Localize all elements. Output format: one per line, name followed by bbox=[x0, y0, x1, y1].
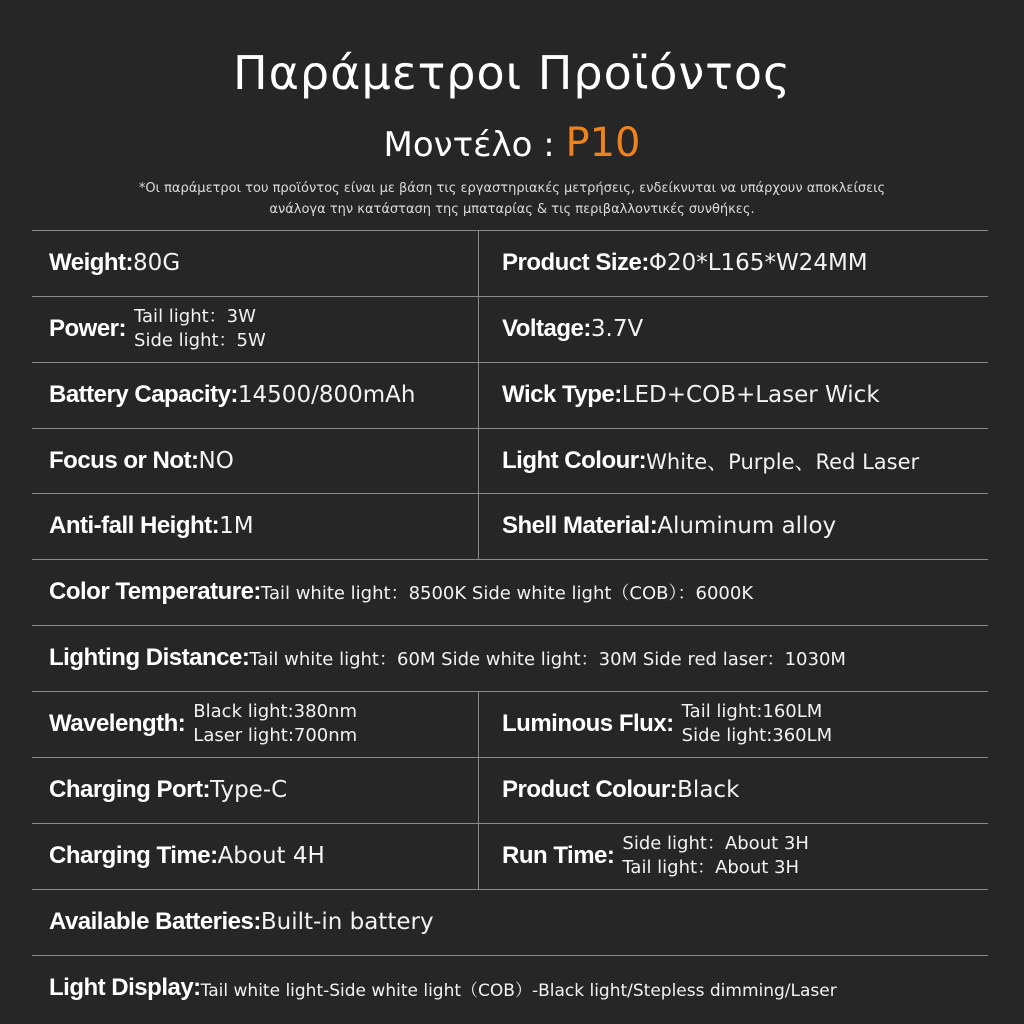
spec-wavelength bbox=[49, 691, 357, 757]
spec-charging-port bbox=[49, 757, 287, 823]
spec-label: Light Display: bbox=[49, 974, 201, 1001]
spec-value: 1M bbox=[219, 513, 254, 539]
spec-row bbox=[32, 691, 1024, 757]
spec-label: Anti-fall Height: bbox=[49, 512, 220, 539]
spec-product-colour bbox=[502, 757, 739, 823]
spec-value: Type-C bbox=[210, 777, 288, 803]
spec-wick-type bbox=[502, 362, 880, 428]
model-line bbox=[0, 120, 1024, 166]
spec-row bbox=[32, 823, 1024, 889]
spec-value-line: Side light：About 3H bbox=[622, 833, 809, 854]
spec-value-line: Tail light：3W bbox=[134, 306, 256, 327]
spec-light-display bbox=[49, 955, 837, 1021]
spec-voltage bbox=[502, 296, 643, 362]
spec-value: 3.7V bbox=[590, 316, 644, 342]
spec-label: Weight: bbox=[49, 249, 134, 276]
spec-value: Black bbox=[677, 777, 740, 803]
spec-run-time bbox=[502, 823, 809, 889]
spec-label: Focus or Not: bbox=[49, 447, 199, 474]
spec-available-batteries bbox=[49, 889, 434, 955]
spec-charging-time bbox=[49, 823, 325, 889]
spec-value-line: Tail light：About 3H bbox=[622, 857, 799, 878]
spec-row bbox=[32, 559, 1024, 625]
spec-label: Color Temperature: bbox=[49, 578, 261, 605]
spec-label: Shell Material: bbox=[502, 512, 658, 539]
spec-label: Battery Capacity: bbox=[49, 381, 238, 408]
spec-color-temperature bbox=[49, 559, 753, 625]
spec-label: Run Time: bbox=[502, 842, 615, 869]
spec-label: Available Batteries: bbox=[49, 908, 261, 935]
spec-row bbox=[32, 230, 1024, 296]
spec-focus bbox=[49, 428, 234, 494]
spec-value-line: Tail light:160LM bbox=[681, 701, 823, 722]
spec-value-line: Side light：5W bbox=[134, 330, 266, 351]
spec-value-stack bbox=[682, 700, 833, 748]
spec-value-stack bbox=[134, 305, 266, 353]
spec-anti-fall-height bbox=[49, 493, 254, 559]
spec-value: LED+COB+Laser Wick bbox=[621, 382, 880, 408]
spec-label: Wick Type: bbox=[502, 381, 622, 408]
spec-value: Tail white light-Side white light（COB）-Black light/Stepless dimming/Laser bbox=[200, 980, 837, 1001]
spec-weight bbox=[49, 230, 180, 296]
spec-value: Tail white light：60M Side white light：30M Side red laser：1030M bbox=[249, 649, 846, 670]
spec-value: Tail white light：8500K Side white light（COB）：6000K bbox=[260, 583, 754, 604]
spec-row bbox=[32, 428, 1024, 494]
spec-luminous-flux bbox=[502, 691, 832, 757]
spec-value: Aluminum alloy bbox=[657, 513, 837, 539]
spec-value-line: Black light:380nm bbox=[193, 701, 357, 722]
spec-value: Built-in battery bbox=[260, 909, 434, 935]
spec-row bbox=[32, 362, 1024, 428]
spec-row bbox=[32, 889, 1024, 955]
spec-lighting-distance bbox=[49, 625, 846, 691]
spec-row bbox=[32, 625, 1024, 691]
spec-label: Charging Time: bbox=[49, 842, 218, 869]
spec-value-stack bbox=[622, 832, 808, 880]
spec-value: Φ20*L165*W24MM bbox=[648, 250, 868, 276]
spec-row bbox=[32, 955, 1024, 1021]
spec-label: Lighting Distance: bbox=[49, 644, 250, 671]
spec-row bbox=[32, 296, 1024, 362]
spec-value: 14500/800mAh bbox=[237, 382, 416, 408]
disclaimer-note bbox=[60, 178, 964, 220]
spec-shell-material bbox=[502, 493, 836, 559]
spec-value-stack bbox=[193, 700, 357, 748]
spec-label: Power: bbox=[49, 315, 127, 342]
spec-label: Wavelength: bbox=[49, 710, 186, 737]
spec-row bbox=[32, 757, 1024, 823]
spec-label: Product Colour: bbox=[502, 776, 678, 803]
spec-value-line: Laser light:700nm bbox=[193, 725, 358, 746]
spec-value-line: Side light:360LM bbox=[681, 725, 833, 746]
page-title: Παράμετροι Προϊόντος bbox=[233, 46, 791, 100]
spec-label: Luminous Flux: bbox=[502, 710, 674, 737]
spec-label: Product Size: bbox=[502, 249, 649, 276]
spec-label: Voltage: bbox=[502, 315, 591, 342]
spec-battery-capacity bbox=[49, 362, 415, 428]
spec-light-colour bbox=[502, 428, 919, 494]
model-value: P10 bbox=[565, 120, 641, 166]
spec-value: About 4H bbox=[217, 843, 325, 869]
spec-power bbox=[49, 296, 266, 362]
disclaimer-line-2: ανάλογα την κατάσταση της μπαταρίας & τις περιβαλλοντικές συνθήκες. bbox=[269, 202, 755, 217]
spec-value: White、Purple、Red Laser bbox=[646, 450, 920, 474]
spec-row bbox=[32, 493, 1024, 559]
disclaimer-line-1: *Οι παράμετροι του προϊόντος είναι με βάση τις εργαστηριακές μετρήσεις, ενδείκνυται να υπάρχουν αποκλείσεις bbox=[138, 181, 886, 196]
spec-product-size bbox=[502, 230, 868, 296]
spec-value: 80G bbox=[133, 250, 181, 276]
spec-label: Charging Port: bbox=[49, 776, 210, 803]
spec-label: Light Colour: bbox=[502, 447, 647, 474]
spec-value: NO bbox=[198, 448, 234, 474]
model-label: Μοντέλο : bbox=[383, 125, 566, 165]
